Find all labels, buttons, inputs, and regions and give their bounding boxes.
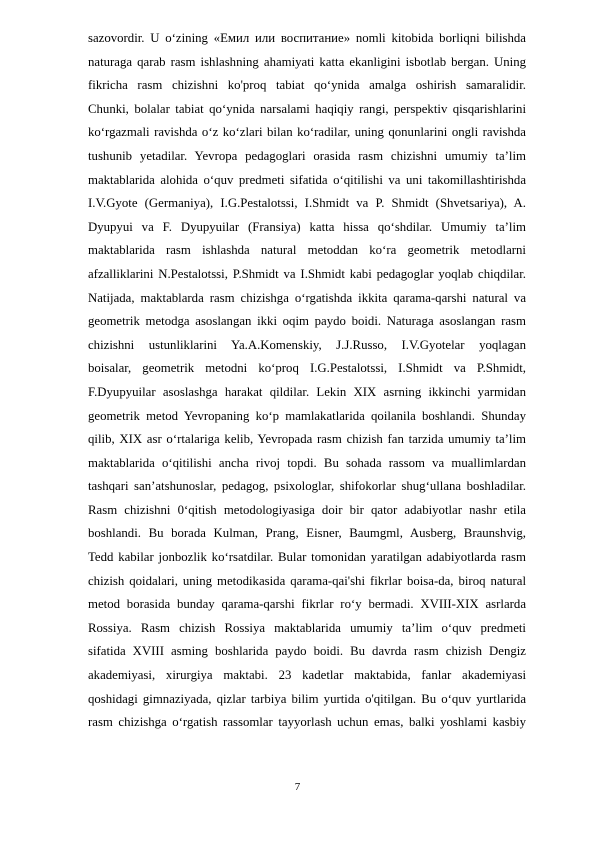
- text-line: chizishni ustunliklarini Ya.A.Komenskiy, J.J.Russo, I.V.Gyotelar yoqlagan: [88, 337, 526, 352]
- text-line: geometrik metod Yevropaning ko‘p mamlakatlarida qoilanila boshlandi. Shunday: [88, 408, 526, 423]
- text-line: Chunki, bolalar tabiat qo‘ynida narsalami haqiqiy rangi, perspektiv qisqarishlarini: [88, 101, 526, 116]
- text-line: maktablarida alohida o‘quv predmeti sifatida o‘qitilishi va uni takomillashtirishda: [88, 172, 526, 187]
- text-line: Natijada, maktablarda rasm chizishga o‘rgatishda ikkita qarama-qarshi natural va: [88, 290, 526, 305]
- text-line: Tedd kabilar jonbozlik ko‘rsatdilar. Bular tomonidan yaratilgan adabiyotlarda rasm: [88, 550, 526, 565]
- text-line: I.V.Gyote (Germaniya), I.G.Pestalotssi, I.Shmidt va P. Shmidt (Shvetsariya), A.: [88, 196, 526, 211]
- body-paragraph: [88, 27, 526, 735]
- text-line: boshlandi. Bu borada Kulman, Prang, Eisner, Baumgml, Ausberg, Braunshvig,: [88, 526, 526, 541]
- text-line: afzalliklarini N.Pestalotssi, P.Shmidt va I.Shmidt kabi pedagoglar yoqlab chiqdilar.: [88, 266, 526, 281]
- text-line: sifatida XVIII asming boshlarida paydo boidi. Bu davrda rasm chizish Dengiz: [88, 644, 526, 659]
- text-line: maktablarida o‘qitilishi ancha rivoj topdi. Bu sohada rassom va muallimlardan: [88, 455, 526, 470]
- text-line: qilib, XIX asr o‘rtalariga kelib, Yevropada rasm chizish fan tarzida umumiy ta’lim: [88, 432, 526, 447]
- text-line: ko‘rgazmali ravishda o‘z ko‘zlari bilan ko‘radilar, uning qonunlarini ongli ravishda: [88, 125, 526, 140]
- text-line: Rossiya. Rasm chizish Rossiya maktablarida umumiy ta’lim o‘quv predmeti: [88, 620, 526, 635]
- text-line: sazovordir. U o‘zining «Емил или воспитание» nomli kitobida borliqni bilishda: [88, 31, 526, 45]
- text-line: boisalar, geometrik metodni ko‘proq I.G.Pestalotssi, I.Shmidt va P.Shmidt,: [88, 361, 526, 376]
- text-line: maktablarida rasm ishlashda natural metoddan ko‘ra geometrik metodlarni: [88, 243, 526, 258]
- text-line: F.Dyupyuilar asoslashga harakat qildilar. Lekin XIX asrning ikkinchi yarmidan: [88, 384, 526, 399]
- text-line: qoshidagi gimnaziyada, qizlar tarbiya bilim yurtida o'qitilgan. Bu o‘quv yurtlarida: [88, 691, 526, 706]
- text-line: fikricha rasm chizishni ko'proq tabiat qo‘ynida amalga oshirish samaralidir.: [88, 78, 526, 93]
- text-line: naturaga qarab rasm ishlashning ahamiyati katta ekanligini isbotlab bergan. Uning: [88, 54, 526, 69]
- text-line: Rasm chizishni 0‘qitish metodologiyasiga doir bir qator adabiyotlar nashr etila: [88, 502, 526, 517]
- page-number: 7: [294, 781, 301, 793]
- text-line: tashqari san’atshunoslar, pedagog, psixologlar, shifokorlar shug‘ullana boshladilar.: [88, 479, 526, 494]
- text-line: rasm chizishga o‘rgatish rassomlar tayyorlash uchun emas, balki yoshlami kasbiy: [88, 715, 526, 730]
- text-line: geometrik metodga asoslangan ikki oqim paydo boidi. Naturaga asoslangan rasm: [88, 314, 526, 329]
- text-line: akademiyasi, xirurgiya maktabi. 23 kadetlar maktabida, fanlar akademiyasi: [88, 668, 526, 683]
- text-line: Dyupyui va F. Dyupyuilar (Fransiya) katta hissa qo‘shdilar. Umumiy ta’lim: [88, 219, 526, 234]
- text-line: tushunib yetadilar. Yevropa pedagoglari orasida rasm chizishni umumiy ta’lim: [88, 148, 526, 163]
- text-line: chizish qoidalari, uning metodikasida qarama-qai'shi fikrlar boisa-da, biroq natural: [88, 573, 526, 588]
- text-line: metod borasida bunday qarama-qarshi fikrlar ro‘y bermadi. XVIII-XIX asrlarda: [88, 597, 526, 612]
